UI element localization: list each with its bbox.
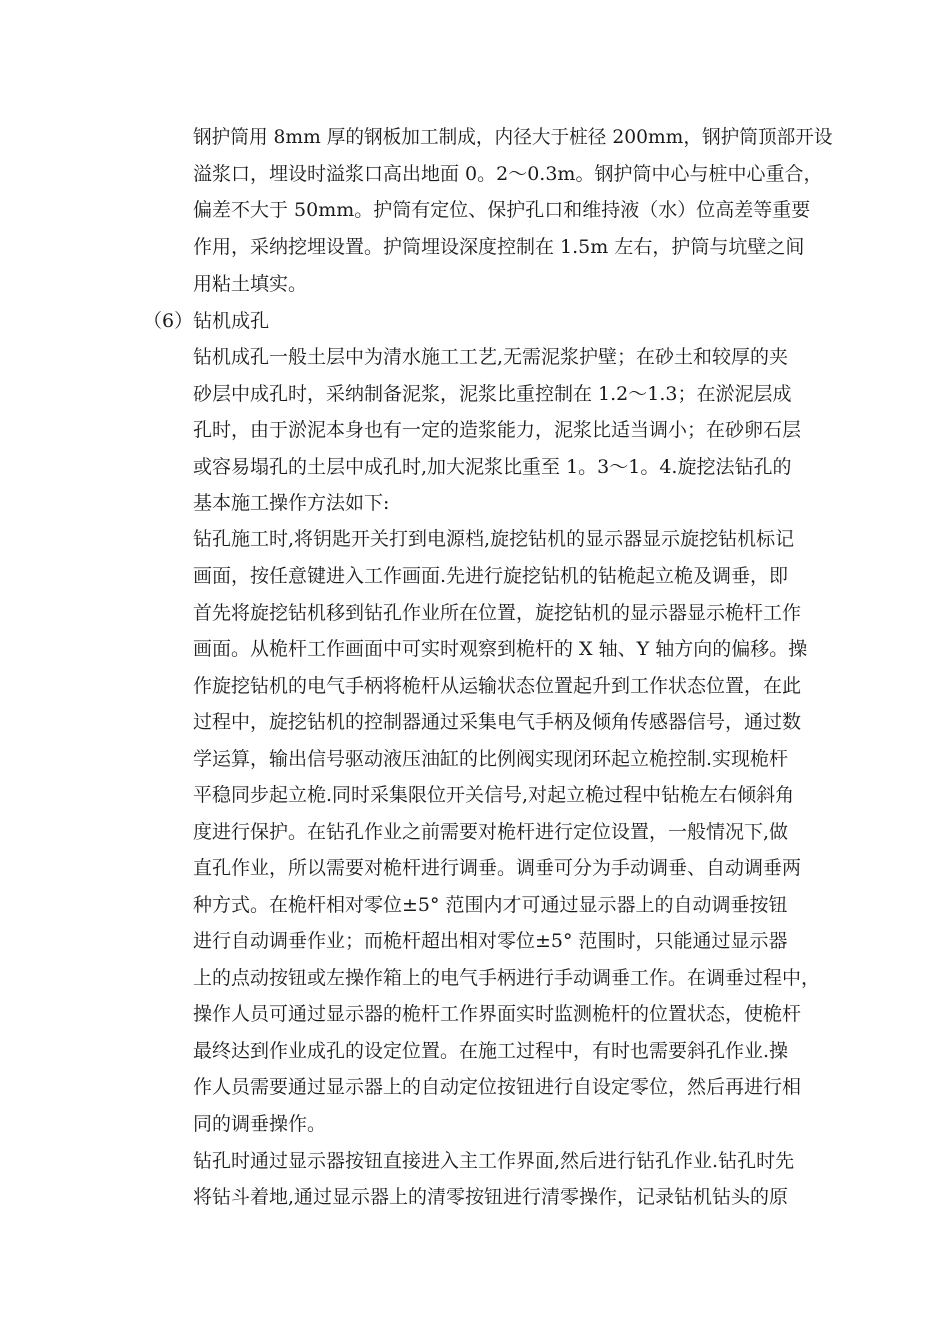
paragraph-3-line-6: 过程中，旋挖钻机的控制器通过采集电气手柄及倾角传感器信号，通过数: [193, 711, 802, 733]
paragraph-3-line-15: 最终达到作业成孔的设定位置。在施工过程中，有时也需要斜孔作业.操: [193, 1040, 789, 1062]
paragraph-3-line-8: 平稳同步起立桅.同时采集限位开关信号,对起立桅过程中钻桅左右倾斜角: [193, 784, 795, 806]
paragraph-1-line-4: 作用，采纳挖埋设置。护筒埋设深度控制在 1.5m 左右，护筒与坑壁之间: [193, 236, 805, 258]
paragraph-3-line-4: 画面。从桅杆工作画面中可实时观察到桅杆的 X 轴、Y 轴方向的偏移。操: [193, 638, 808, 660]
paragraph-3-line-12: 进行自动调垂作业；而桅杆超出相对零位±5° 范围时，只能通过显示器: [193, 930, 788, 952]
paragraph-2-line-3: 孔时，由于淤泥本身也有一定的造浆能力，泥浆比适当调小；在砂卵石层: [193, 419, 802, 441]
paragraph-3-line-3: 首先将旋挖钻机移到钻孔作业所在位置，旋挖钻机的显示器显示桅杆工作: [193, 602, 802, 624]
paragraph-3-line-17: 同的调垂操作。: [193, 1113, 327, 1135]
paragraph-2-line-4: 或容易塌孔的土层中成孔时,加大泥浆比重至 1。3～1。4.旋挖法钻孔的: [193, 456, 792, 478]
paragraph-4-line-2: 将钻斗着地,通过显示器上的清零按钮进行清零操作，记录钻机钻头的原: [193, 1186, 789, 1208]
paragraph-1-line-2: 溢浆口，埋设时溢浆口高出地面 0。2～0.3m。钢护筒中心与桩中心重合，: [193, 163, 823, 185]
paragraph-1-line-5: 用粘土填实。: [193, 273, 308, 295]
paragraph-2-line-5: 基本施工操作方法如下:: [193, 492, 390, 514]
paragraph-3-line-10: 直孔作业，所以需要对桅杆进行调垂。调垂可分为手动调垂、自动调垂两: [193, 857, 802, 879]
paragraph-3-line-16: 作人员需要通过显示器上的自动定位按钮进行自设定零位，然后再进行相: [193, 1076, 802, 1098]
paragraph-2-line-1: 钻机成孔一般土层中为清水施工工艺,无需泥浆护壁；在砂土和较厚的夹: [193, 346, 789, 368]
paragraph-2-line-2: 砂层中成孔时，采纳制备泥浆，泥浆比重控制在 1.2～1.3；在淤泥层成: [193, 383, 792, 405]
paragraph-3-line-9: 度进行保护。在钻孔作业之前需要对桅杆进行定位设置，一般情况下,做: [193, 821, 789, 843]
paragraph-4-line-1: 钻孔时通过显示器按钮直接进入主工作界面,然后进行钻孔作业.钻孔时先: [193, 1150, 795, 1172]
section-heading: （6）钻机成孔: [143, 310, 270, 332]
paragraph-3-line-14: 操作人员可通过显示器的桅杆工作界面实时监测桅杆的位置状态，使桅杆: [193, 1003, 802, 1025]
paragraph-1-line-3: 偏差不大于 50mm。护筒有定位、保护孔口和维持液（水）位高差等重要: [193, 199, 811, 221]
paragraph-1-line-1: 钢护筒用 8mm 厚的钢板加工制成，内径大于桩径 200mm，钢护筒顶部开设: [193, 126, 833, 148]
paragraph-3-line-2: 画面，按任意键进入工作画面.先进行旋挖钻机的钻桅起立桅及调垂，即: [193, 565, 789, 587]
paragraph-3-line-1: 钻孔施工时,将钥匙开关打到电源档,旋挖钻机的显示器显示旋挖钻机标记: [193, 528, 795, 550]
paragraph-3-line-5: 作旋挖钻机的电气手柄将桅杆从运输状态位置起升到工作状态位置，在此: [193, 675, 802, 697]
paragraph-3-line-11: 种方式。在桅杆相对零位±5° 范围内才可通过显示器上的自动调垂按钮: [193, 894, 788, 916]
paragraph-3-line-7: 学运算，输出信号驱动液压油缸的比例阀实现闭环起立桅控制.实现桅杆: [193, 748, 789, 770]
paragraph-3-line-13: 上的点动按钮或左操作箱上的电气手柄进行手动调垂工作。在调垂过程中，: [193, 967, 821, 989]
